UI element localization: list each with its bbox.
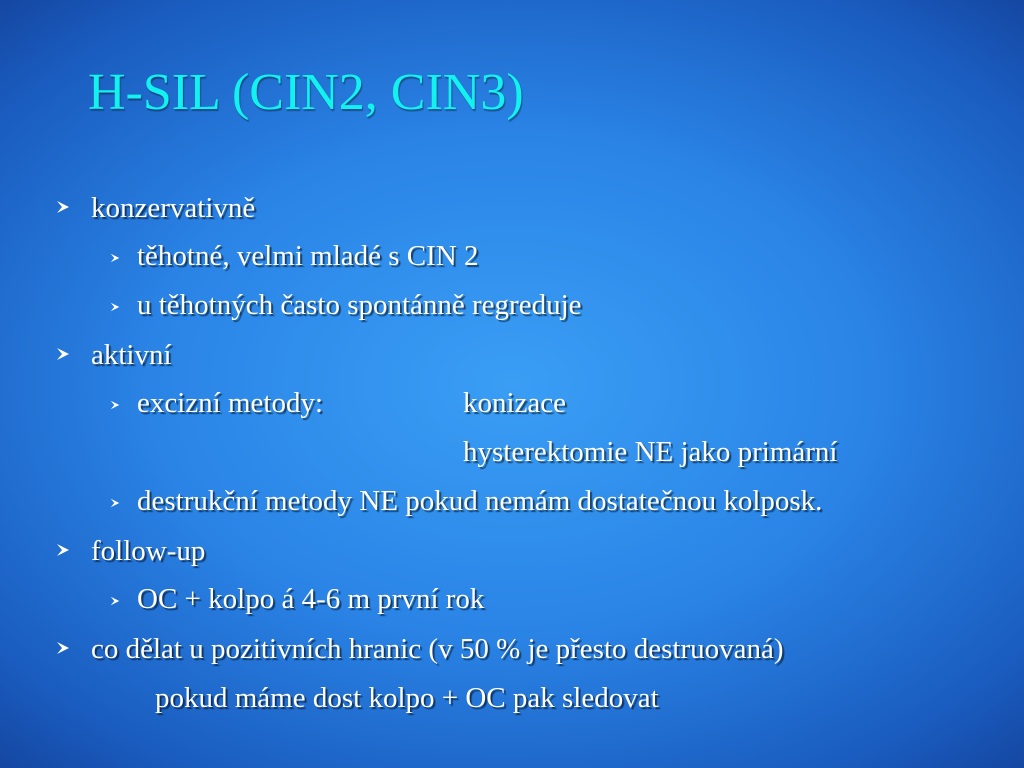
bullet-text: u těhotných často spontánně regreduje — [137, 289, 582, 321]
arrow-bullet-icon — [56, 347, 70, 361]
slide-title: H-SIL (CIN2, CIN3) — [88, 64, 524, 121]
arrow-bullet-icon — [110, 498, 120, 508]
arrow-bullet-icon — [56, 543, 70, 557]
arrow-bullet-icon — [110, 302, 120, 312]
bullet-text: destrukční metody NE pokud nemám dostatečnou kolposk. — [137, 485, 823, 517]
arrow-bullet-icon — [110, 596, 120, 606]
arrow-bullet-icon — [56, 641, 70, 655]
bullet-text-right: konizace — [463, 387, 567, 419]
bullet-text: co dělat u pozitivních hranic (v 50 % je přesto destruovaná) — [91, 633, 784, 665]
arrow-bullet-icon — [110, 400, 120, 410]
arrow-bullet-icon — [110, 253, 120, 263]
bullet-text: těhotné, velmi mladé s CIN 2 — [137, 240, 479, 272]
bullet-text: aktivní — [91, 339, 172, 371]
arrow-bullet-icon — [56, 200, 70, 214]
bullet-text: excizní metody: — [137, 387, 324, 419]
bullet-text: OC + kolpo á 4-6 m první rok — [137, 583, 485, 615]
bullet-text: follow-up — [91, 535, 206, 567]
bullet-continuation: pokud máme dost kolpo + OC pak sledovat — [155, 682, 659, 714]
bullet-text: konzervativně — [91, 192, 256, 224]
bullet-continuation: hysterektomie NE jako primární — [463, 436, 838, 468]
